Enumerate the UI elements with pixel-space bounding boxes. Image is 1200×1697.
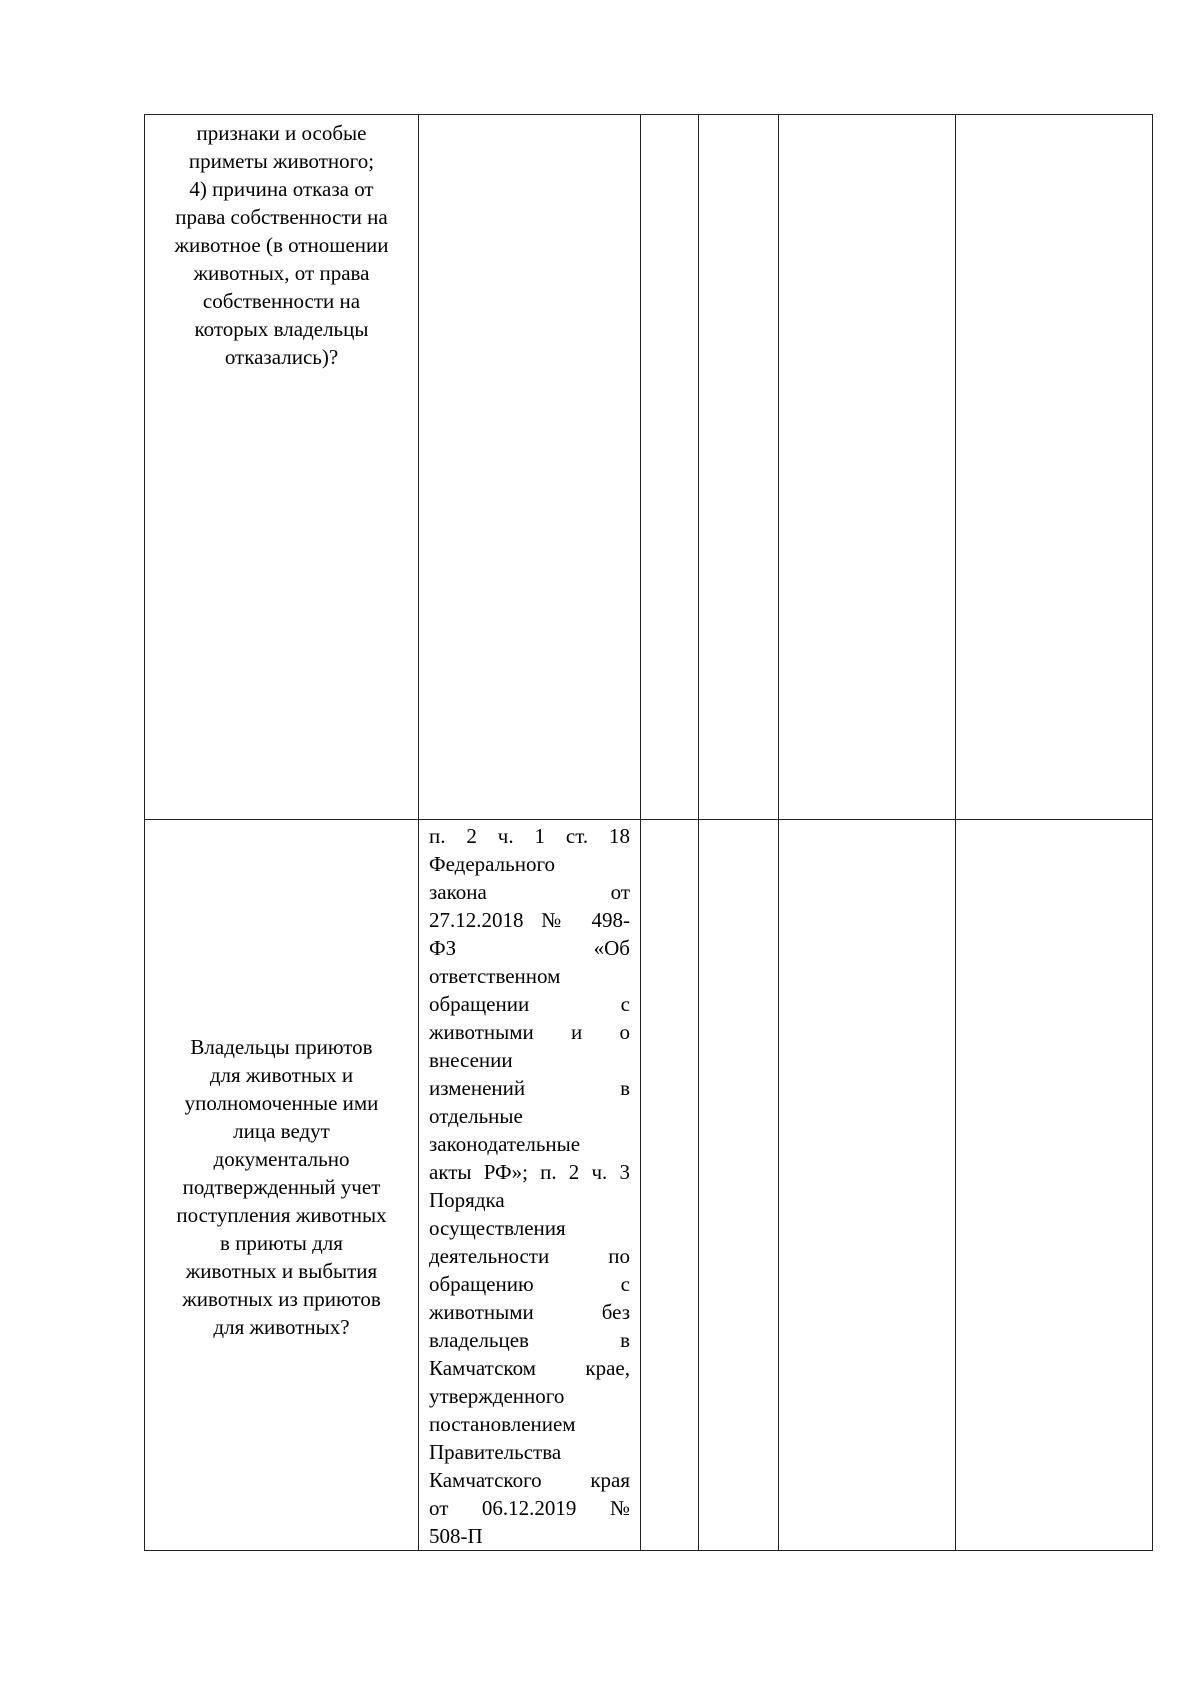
- legal-basis-text-line: ФЗ «Об: [429, 936, 630, 960]
- notes-cell: [956, 820, 1153, 1551]
- answer-no-cell: [699, 820, 779, 1551]
- question-text-line: подтвержденный учет: [182, 1175, 381, 1199]
- legal-basis-text-line: акты РФ»; п. 2 ч. 3: [429, 1160, 630, 1184]
- legal-basis-text-line: деятельности по: [429, 1244, 630, 1268]
- question-text-line: животных из приютов: [182, 1287, 381, 1311]
- question-text-line: которых владельцы: [194, 317, 369, 341]
- question-text-line: 4) причина отказа от: [189, 177, 374, 201]
- legal-basis-text-line: изменений в: [429, 1076, 630, 1100]
- legal-basis-text-line: Правительства: [429, 1440, 562, 1464]
- answer-no-cell: [699, 115, 779, 820]
- question-text-line: животных, от права: [193, 261, 370, 285]
- legal-basis-text-line: Камчатском крае,: [429, 1356, 630, 1380]
- answer-yes-cell: [641, 820, 699, 1551]
- question-text-line: собственности на: [202, 289, 361, 313]
- question-text-line: права собственности на: [175, 205, 388, 229]
- question-text-line: животное (в отношении: [174, 233, 389, 257]
- legal-basis-text-line: отдельные: [429, 1104, 523, 1128]
- legal-basis-text-line: ответственном: [429, 964, 561, 988]
- legal-basis-text-line: Порядка: [429, 1188, 505, 1212]
- legal-basis-text-line: Камчатского края: [429, 1468, 630, 1492]
- question-cell: [145, 820, 419, 1551]
- question-text-line: для животных?: [213, 1315, 350, 1339]
- legal-basis-text-line: осуществления: [429, 1216, 566, 1240]
- legal-basis-text-line: п. 2 ч. 1 ст. 18: [429, 824, 630, 848]
- question-text-line: в приюты для: [220, 1231, 343, 1255]
- legal-basis-text-line: животными без: [429, 1300, 630, 1324]
- legal-basis-text-line: животными и о: [429, 1020, 630, 1044]
- question-text-line: уполномоченные ими: [184, 1091, 379, 1115]
- notes-cell: [956, 115, 1153, 820]
- legal-basis-text-line: Федерального: [429, 852, 556, 876]
- not-applicable-cell: [779, 115, 956, 820]
- question-text-line: поступления животных: [176, 1203, 387, 1227]
- legal-basis-text-line: законодательные: [429, 1132, 581, 1156]
- legal-basis-text-line: 27.12.2018 № 498-: [429, 908, 630, 932]
- question-text-line: приметы животного;: [188, 149, 375, 173]
- question-text-line: лица ведут: [233, 1119, 330, 1143]
- legal-basis-cell: [419, 820, 641, 1551]
- legal-basis-text-line: от 06.12.2019 №: [429, 1496, 630, 1520]
- legal-basis-text-line: постановлением: [429, 1412, 576, 1436]
- answer-yes-cell: [641, 115, 699, 820]
- legal-basis-cell: [419, 115, 641, 820]
- question-text-line: Владельцы приютов: [190, 1035, 373, 1059]
- legal-basis-text-line: обращении с: [429, 992, 630, 1016]
- question-cell: [145, 115, 419, 820]
- legal-basis-text-line: обращению с: [429, 1272, 630, 1296]
- question-text-line: документально: [213, 1147, 350, 1171]
- question-text-line: отказались)?: [224, 345, 339, 369]
- legal-basis-text-line: 508-П: [429, 1524, 483, 1548]
- legal-basis-text-line: владельцев в: [429, 1328, 630, 1352]
- table-row: [145, 115, 1153, 820]
- question-text-line: животных и выбытия: [185, 1259, 378, 1283]
- legal-basis-text-line: утвержденного: [429, 1384, 565, 1408]
- checklist-table: [144, 114, 1153, 1551]
- question-text-line: признаки и особые: [196, 121, 367, 145]
- question-text-line: для животных и: [209, 1063, 354, 1087]
- table-row: [145, 820, 1153, 1551]
- legal-basis-text-line: закона от: [429, 880, 630, 904]
- not-applicable-cell: [779, 820, 956, 1551]
- legal-basis-text-line: внесении: [429, 1048, 513, 1072]
